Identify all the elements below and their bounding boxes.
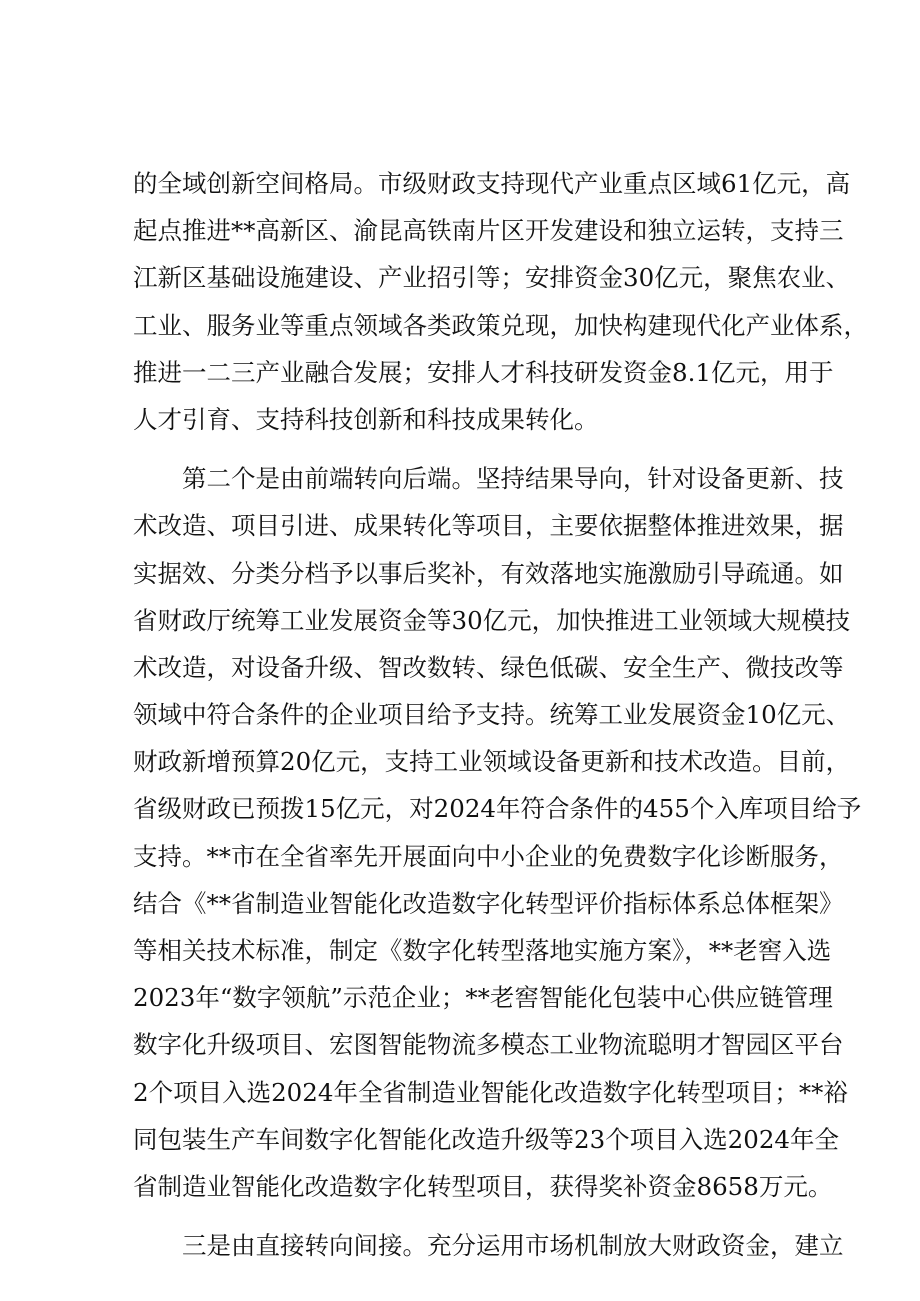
text-line: 实据效、分类分档予以事后奖补，有效落地实施激励引导疏通。如 xyxy=(133,558,844,588)
text-line: 同包装生产车间数字化智能化改造升级等23个项目入选2024年全 xyxy=(133,1124,840,1154)
paragraph xyxy=(133,1222,844,1269)
text-line: 的全域创新空间格局。市级财政支持现代产业重点区域61亿元，高 xyxy=(133,169,851,198)
paragraph-gap xyxy=(133,443,798,455)
text-line: 推进一二三产业融合发展；安排人才科技研发资金8.1亿元，用于 xyxy=(133,357,834,387)
text-line: 第二个是由前端转向后端。坚持结果导向，针对设备更新、技 xyxy=(182,464,844,494)
text-line: 2023年“数字领航”示范企业；**老窖智能化包装中心供应链管理 xyxy=(133,983,833,1013)
text-line: 工业、服务业等重点领域各类政策兑现，加快构建现代化产业体系， xyxy=(133,310,868,340)
text-line: 人才引育、支持科技创新和科技成果转化。 xyxy=(133,404,599,434)
text-line: 数字化升级项目、宏图智能物流多模态工业物流聪明才智园区平台 xyxy=(133,1030,844,1060)
text-line: 结合《**省制造业智能化改造数字化转型评价指标体系总体框架》 xyxy=(133,888,844,918)
text-line: 省财政厅统筹工业发展资金等30亿元，加快推进工业领域大规模技 xyxy=(133,605,851,635)
text-line: 2个项目入选2024年全省制造业智能化改造数字化转型项目；**裕 xyxy=(133,1077,848,1107)
text-line: 省级财政已预拨15亿元，对2024年符合条件的455个入库项目给予 xyxy=(133,794,862,824)
paragraph xyxy=(133,455,862,1210)
text-line: 三是由直接转向间接。充分运用市场机制放大财政资金，建立 xyxy=(182,1231,844,1261)
paragraph-gap xyxy=(133,1210,798,1222)
text-line: 术改造、项目引进、成果转化等项目，主要依据整体推进效果，据 xyxy=(133,511,844,541)
text-line: 术改造，对设备升级、智改数转、绿色低碳、安全生产、微技改等 xyxy=(133,652,844,682)
document-body xyxy=(133,160,868,1269)
text-line: 支持。**市在全省率先开展面向中小企业的免费数字化诊断服务， xyxy=(133,841,844,871)
text-line: 省制造业智能化改造数字化转型项目，获得奖补资金8658万元。 xyxy=(133,1171,833,1201)
text-line: 江新区基础设施建设、产业招引等；安排资金30亿元，聚焦农业、 xyxy=(133,263,851,293)
text-line: 等相关技术标准，制定《数字化转型落地实施方案》，**老窖入选 xyxy=(133,936,832,965)
text-line: 起点推进**高新区、渝昆高铁南片区开发建设和独立运转，支持三 xyxy=(133,216,844,246)
text-line: 财政新增预算20亿元，支持工业领域设备更新和技术改造。目前， xyxy=(133,747,851,777)
paragraph xyxy=(133,160,868,443)
text-line: 领域中符合条件的企业项目给予支持。统筹工业发展资金10亿元、 xyxy=(133,700,851,730)
